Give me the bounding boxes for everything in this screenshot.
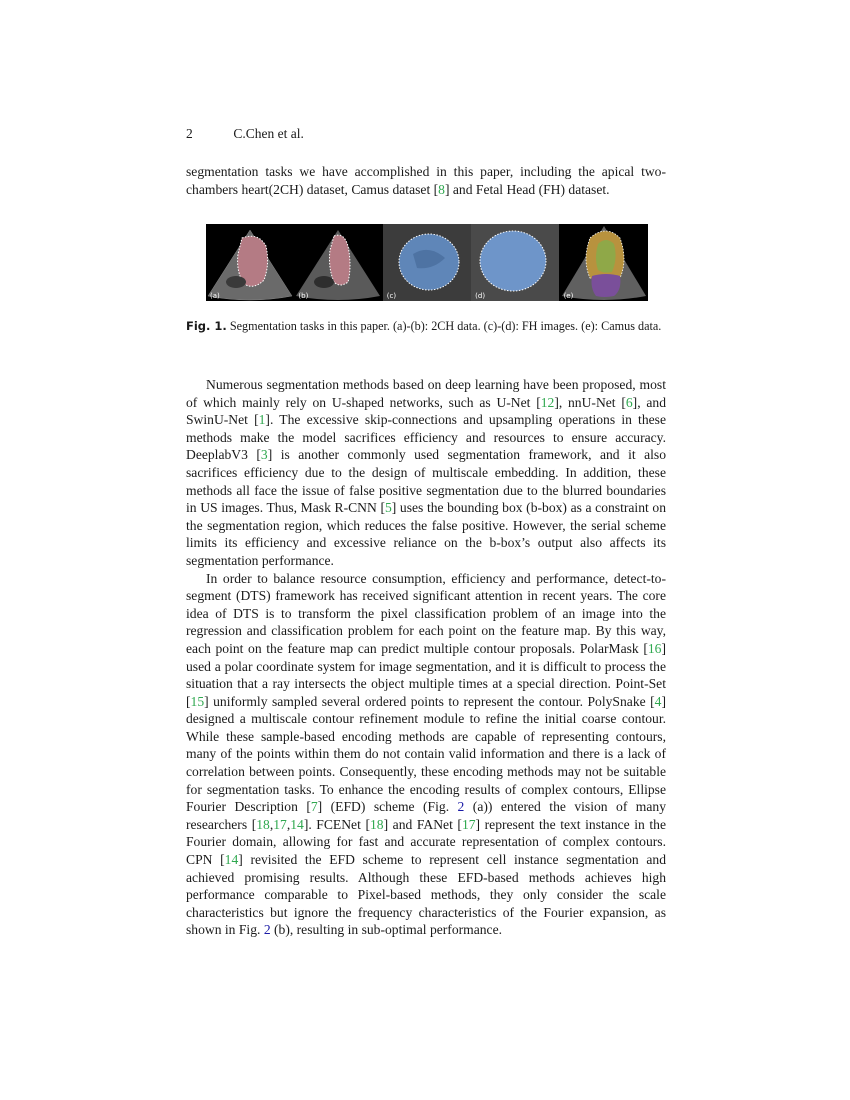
text-run: represent the text instance in the Fourier domain, allowing for fast and accurate representation of complex contours. CPN [186,816,666,868]
text-run: (b), resulting in sub-optimal performance. [270,922,503,938]
intro-paragraph [186,163,666,198]
page-number: 2 [186,126,193,141]
panel-label-d: (d) [475,292,486,300]
paragraph-2 [186,570,666,939]
citation-link[interactable]: [7] [306,799,323,815]
citation-link[interactable]: [1] [254,412,270,428]
caption-text: Segmentation tasks in this paper. (a)-(b): 2CH data. (c)-(d): FH images. (e): Camus data. [229,319,662,333]
text-run: Numerous segmentation methods based on deep learning have been proposed, most of which mainly rely on U-shaped networks, such as U-Net [186,377,666,410]
text-run: ]. FCENet [303,816,366,832]
text-run: In order to balance resource consumption, efficiency and performance, detect-to-segment (DTS) framework has received significant attention in recent years. The core idea of DTS is to transform the pixel classification problem of an image into the regression and classification problem for each point on the feature map. By this way, each point on the feature map can predict multiple contour proposals. PolarMask [186,570,666,656]
citation-link[interactable]: 17 [273,816,287,832]
running-title: C.Chen et al. [233,126,304,141]
citation-link[interactable]: [5] [380,500,397,516]
panel-label-a: (a) [210,292,220,300]
citation-link[interactable]: [6] [621,394,638,410]
running-header [186,126,304,142]
text-run: revisited the EFD scheme to represent cell instance segmentation and achieved promising results. Although these EFD-based methods achieves high performance comparable to Pixel-based methods, they only consider the scale characteristics but ignore the frequency characteristics of the Fourier expansion, as shown in Fig. [186,852,667,938]
citation-link[interactable]: [4] [650,693,666,709]
text-run: designed a multiscale contour refinement module to refine the initial coarse contour. While these sample-based encoding methods are capable of representing contours, many of the points within them do not contain valid information and there is a lack of correlation between points. Consequently, these encoding methods may not be suitable for segmentation tasks. To enhance the encoding results of complex contours, Ellipse Fourier Description [186,711,666,815]
citation-link[interactable]: [14] [220,852,243,868]
figure-panel-e [560,224,648,301]
panel-label-e: (e) [563,292,574,300]
body-text [186,376,666,939]
text-run: . The excessive skip-connections and upsampling operations in these methods make the model sacrifices efficiency and resources to ensure accuracy. DeeplabV3 [186,412,666,463]
citation-link[interactable]: [15] [186,693,209,709]
figure-panel-b [294,224,382,301]
figure-1 [206,224,648,301]
text-run: (a)) entered the vision of many researchers [ [186,799,666,832]
citation-link[interactable]: [17] [457,816,481,832]
figure-panel-d [471,224,559,301]
panel-label-b: (b) [298,292,309,300]
text-run: used a polar coordinate system for image segmentation, and it is difficult to process the situation that a ray intersects the object multiple times at a special direction. Point-Set [186,658,666,692]
text-run: and FANet [388,816,458,832]
citation-link[interactable]: 8 [438,181,445,197]
intro-text: segmentation tasks we have accomplished in this paper, including the apical two-chambers heart(2CH) dataset, Camus dataset [8] and Fetal Head (FH) dataset. [186,164,666,197]
citation-link[interactable]: 14 [290,816,304,832]
panel-label-c: (c) [386,292,397,300]
figure-panel-a [206,224,294,301]
text-run: uses the bounding box (b-box) as a constraint on the segmentation region, which reduces the false positive. However, the serial scheme limits its efficiency and excessive reliance on the b-box’s output also affects its segmentation performance. [186,500,666,568]
paragraph-1 [186,376,666,570]
figure-caption [186,318,666,334]
text-run: , [269,816,274,832]
figure-ref-link[interactable]: 2 [457,799,465,815]
text-run: , nnU-Net [558,394,622,410]
text-run: is another commonly used segmentation framework, and it also sacrifices efficiency due to the design of multiscale embedding. In addition, these methods all face the issue of false positive segmentation due to the blurred boundaries in US images. Thus, Mask R-CNN [186,447,666,516]
citation-link[interactable]: [12] [536,394,559,410]
citation-link[interactable]: [16] [643,640,666,656]
figure-panel-c [383,224,471,301]
text-run: , [286,816,291,832]
citation-link[interactable]: [18] [365,816,389,832]
citation-link[interactable]: 18 [256,816,270,832]
text-run: (EFD) scheme (Fig. [322,799,458,815]
caption-label: Fig. 1. [186,319,227,333]
citation-link[interactable]: [3] [256,447,273,463]
figure-ref-link[interactable]: 2 [263,922,271,938]
text-run: , and SwinU-Net [186,394,666,428]
text-run: uniformly sampled several ordered points to represent the contour. PolySnake [208,693,651,709]
